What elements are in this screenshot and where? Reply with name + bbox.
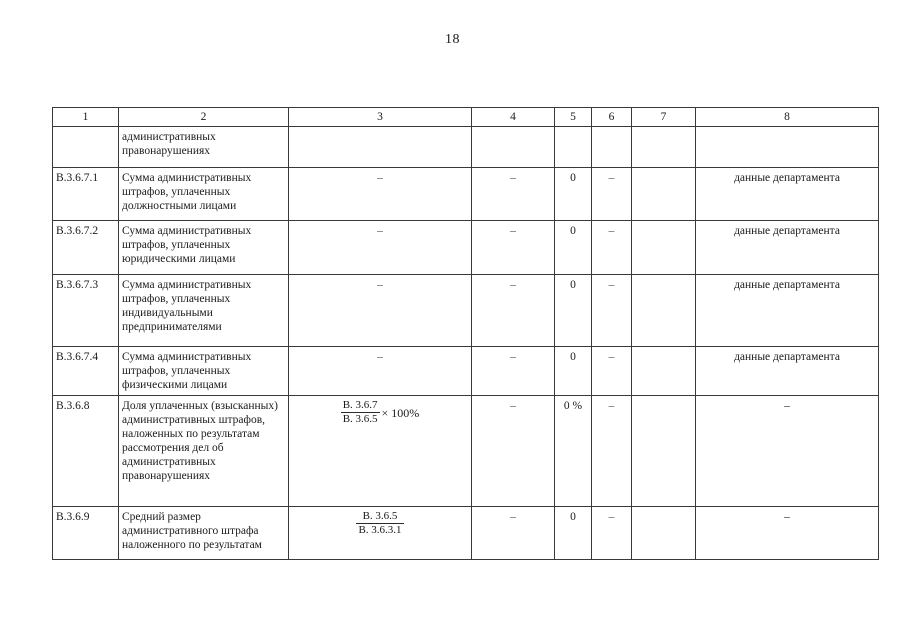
cell-c7 [632, 347, 696, 396]
table-row [53, 396, 879, 507]
cell-c6: – [592, 168, 632, 221]
table-row [53, 168, 879, 221]
cell-name: Доля уплаченных (взысканных) административных штрафов, наложенных по результатам рассмотрения дел об административных правонарушениях [119, 396, 289, 507]
column-header: 7 [632, 108, 696, 127]
cell-formula: – [289, 168, 472, 221]
cell-formula [289, 396, 472, 507]
cell-c4: – [472, 347, 555, 396]
cell-c5 [555, 127, 592, 168]
table-row [53, 221, 879, 275]
cell-source: данные департамента [696, 221, 879, 275]
column-header: 6 [592, 108, 632, 127]
page-number: 18 [445, 32, 460, 47]
cell-source: – [696, 396, 879, 507]
table-row [53, 507, 879, 560]
cell-name: Сумма административных штрафов, уплаченных физическими лицами [119, 347, 289, 396]
cell-c4: – [472, 507, 555, 560]
cell-c5: 0 [555, 221, 592, 275]
formula-denominator: В. 3.6.3.1 [358, 524, 402, 536]
cell-source: – [696, 507, 879, 560]
table-row [53, 275, 879, 347]
cell-c6: – [592, 507, 632, 560]
cell-c5: 0 [555, 168, 592, 221]
cell-source: данные департамента [696, 275, 879, 347]
cell-source: данные департамента [696, 347, 879, 396]
formula-numerator: В. 3.6.7 [342, 399, 378, 411]
column-header: 5 [555, 108, 592, 127]
formula-fraction [356, 510, 403, 537]
cell-name: административных правонарушениях [119, 127, 289, 168]
cell-c6: – [592, 275, 632, 347]
table-row-continuation [53, 127, 879, 168]
cell-name: Средний размер административного штрафа наложенного по результатам [119, 507, 289, 560]
cell-c4: – [472, 221, 555, 275]
cell-code: В.3.6.9 [53, 507, 119, 560]
cell-formula: – [289, 275, 472, 347]
column-header: 1 [53, 108, 119, 127]
cell-name: Сумма административных штрафов, уплаченных должностными лицами [119, 168, 289, 221]
cell-formula: – [289, 347, 472, 396]
table-row [53, 347, 879, 396]
cell-formula [289, 127, 472, 168]
cell-c4 [472, 127, 555, 168]
cell-c7 [632, 221, 696, 275]
cell-code [53, 127, 119, 168]
cell-c4: – [472, 168, 555, 221]
cell-c4: – [472, 396, 555, 507]
cell-c6: – [592, 221, 632, 275]
cell-c5: 0 [555, 347, 592, 396]
cell-name: Сумма административных штрафов, уплаченных юридическими лицами [119, 221, 289, 275]
cell-c7 [632, 127, 696, 168]
formula-fraction [341, 399, 380, 426]
cell-code: В.3.6.7.1 [53, 168, 119, 221]
column-header: 8 [696, 108, 879, 127]
cell-code: В.3.6.7.4 [53, 347, 119, 396]
cell-c7 [632, 396, 696, 507]
cell-c6: – [592, 396, 632, 507]
cell-c7 [632, 507, 696, 560]
cell-code: В.3.6.8 [53, 396, 119, 507]
formula-denominator: В. 3.6.5 [342, 413, 378, 425]
cell-c6 [592, 127, 632, 168]
cell-c7 [632, 168, 696, 221]
cell-code: В.3.6.7.3 [53, 275, 119, 347]
column-header: 3 [289, 108, 472, 127]
cell-c5: 0 [555, 275, 592, 347]
cell-formula [289, 507, 472, 560]
cell-code: В.3.6.7.2 [53, 221, 119, 275]
cell-c4: – [472, 275, 555, 347]
cell-source [696, 127, 879, 168]
cell-formula: – [289, 221, 472, 275]
column-header: 2 [119, 108, 289, 127]
cell-c5: 0 [555, 507, 592, 560]
formula-numerator: В. 3.6.5 [356, 510, 403, 524]
table-header-row [53, 108, 879, 127]
indicators-table [52, 107, 879, 560]
cell-name: Сумма административных штрафов, уплаченных индивидуальными предпринимателями [119, 275, 289, 347]
column-header: 4 [472, 108, 555, 127]
formula-multiplier: × 100% [381, 405, 420, 420]
cell-c6: – [592, 347, 632, 396]
cell-c5: 0 % [555, 396, 592, 507]
cell-source: данные департамента [696, 168, 879, 221]
cell-c7 [632, 275, 696, 347]
